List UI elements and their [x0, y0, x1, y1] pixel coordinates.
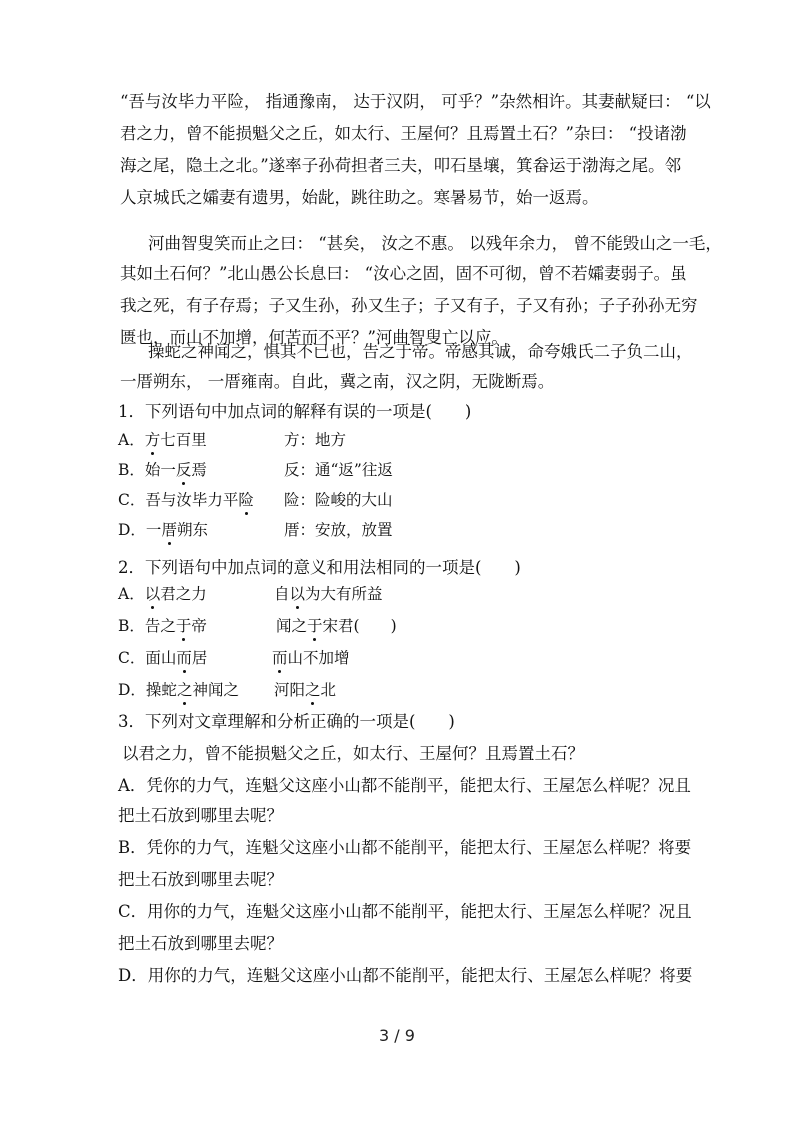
answer-line: C．用你的力气，连魁父这座小山都不能削平，能把太行、王屋怎么样呢？况且 — [118, 902, 692, 921]
option-explanation: 反：通“返”往返 — [284, 461, 393, 479]
option-compare: 河阳之北 — [274, 681, 337, 699]
dotted-word: 于 — [307, 617, 323, 635]
option-compare: 而山不加增 — [272, 649, 350, 667]
passage-line: 我之死，有子存焉；子又生孙，孙又生子；子又有子，子又有孙；子子孙孙无穷 — [120, 296, 698, 315]
question-option: D．一厝朔东 — [118, 521, 208, 539]
answer-line: 把土石放到哪里去呢？ — [118, 934, 283, 953]
option-explanation: 方：地方 — [284, 431, 347, 449]
question-option: A．以君之力 — [118, 585, 207, 603]
dotted-word: 以 — [289, 585, 306, 603]
dotted-word: 于 — [175, 617, 192, 635]
question-option: B．始一反焉 — [118, 461, 207, 479]
question-quote: 以君之力，曾不能损魁父之丘，如太行、王屋何？且焉置土石？ — [122, 744, 584, 763]
passage-line: 其如土石何？”北山愚公长息曰： “汝心之固，固不可彻，曾不若孀妻弱子。虽 — [120, 264, 687, 283]
question-option: B．告之于帝 — [118, 617, 207, 635]
passage-line: 河曲智叟笑而止之曰： “甚矣， 汝之不惠。 以残年余力， 曾不能毁山之一毛， — [148, 234, 722, 253]
answer-line: A．凭你的力气，连魁父这座小山都不能削平，能把太行、王屋怎么样呢？况且 — [118, 776, 691, 795]
dotted-word: 而 — [176, 649, 192, 667]
question-stem: 3．下列对文章理解和分析正确的一项是( ) — [118, 712, 455, 731]
passage-line: 海之尾，隐土之北。”遂率子孙荷担者三夫，叩石垦壤，箕畚运于渤海之尾。邻 — [120, 156, 682, 175]
answer-line: 把土石放到哪里去呢？ — [118, 870, 283, 889]
question-stem: 1．下列语句中加点词的解释有误的一项是( ) — [118, 402, 472, 421]
option-explanation: 险：险峻的大山 — [284, 491, 393, 509]
dotted-word: 方 — [144, 431, 161, 449]
dotted-word: 以 — [144, 585, 161, 603]
question-option: C．面山而居 — [118, 649, 208, 667]
answer-line: 把土石放到哪里去呢？ — [118, 806, 283, 825]
option-compare: 闻之于宋君( ) — [276, 617, 397, 635]
dotted-word: 反 — [175, 461, 192, 479]
option-explanation: 厝：安放，放置 — [284, 521, 393, 539]
dotted-word: 而 — [272, 649, 288, 667]
dotted-word: 之 — [305, 681, 321, 699]
option-compare: 自以为大有所益 — [274, 585, 383, 603]
dotted-word: 之 — [176, 681, 193, 699]
question-option: D．操蛇之神闻之 — [118, 681, 239, 699]
passage-line: 君之力，曾不能损魁父之丘，如太行、王屋何？且焉置土石？”杂曰： “投诸渤 — [120, 124, 687, 143]
passage-line: 一厝朔东， 一厝雍南。自此，冀之南，汉之阴，无陇断焉。 — [120, 372, 555, 391]
question-option: A．方七百里 — [118, 431, 207, 449]
passage-line: 匮也，而山不加增，何苦而不平？”河曲智叟亡以应。 — [120, 328, 508, 347]
page-number: 3 / 9 — [379, 1026, 415, 1045]
passage-line: 操蛇之神闻之，惧其不已也，告之于帝。帝感其诚，命夸娥氏二子负二山， — [148, 342, 693, 361]
answer-line: D．用你的力气，连魁父这座小山都不能削平，能把太行、王屋怎么样呢？将要 — [118, 966, 693, 985]
question-stem: 2．下列语句中加点词的意义和用法相同的一项是( ) — [118, 558, 521, 577]
question-option: C．吾与汝毕力平险 — [118, 491, 254, 509]
answer-line: B．凭你的力气，连魁父这座小山都不能削平，能把太行、王屋怎么样呢？将要 — [118, 838, 692, 857]
passage-line: 人京城氏之孀妻有遗男，始龀，跳往助之。寒暑易节，始一返焉。 — [120, 188, 599, 207]
dotted-word: 险 — [238, 491, 254, 509]
passage-line: “吾与汝毕力平险， 指通豫南， 达于汉阴， 可乎？”杂然相许。其妻献疑曰： “以 — [120, 92, 711, 111]
dotted-word: 厝 — [161, 521, 177, 539]
